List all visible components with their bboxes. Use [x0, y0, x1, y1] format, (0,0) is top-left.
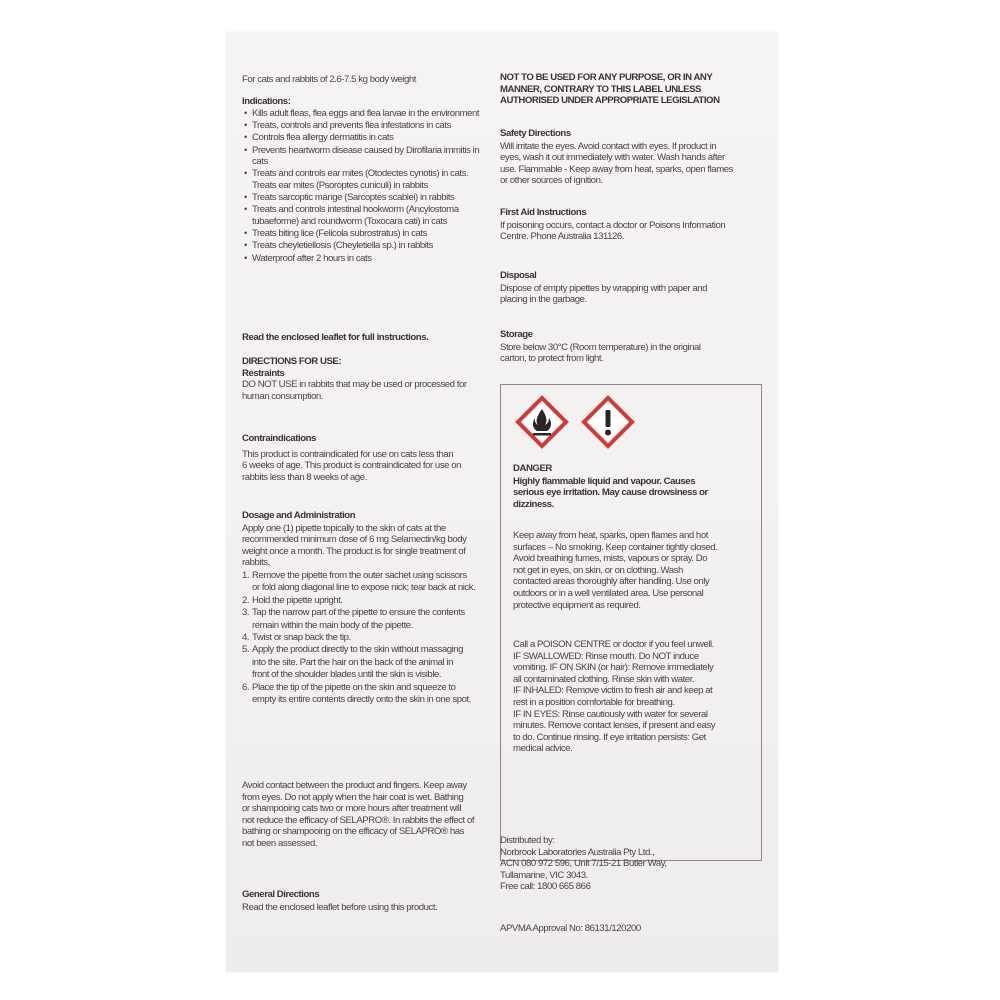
first-aid-statement: vomiting. IF ON SKIN (or hair): Remove immediately	[513, 662, 714, 674]
precaution-text: not been assessed.	[242, 838, 318, 849]
legal-warning: MANNER, CONTRARY TO THIS LABEL UNLESS	[500, 83, 701, 95]
first-aid-text: Centre. Phone Australia 131126.	[500, 231, 625, 243]
step-text: Hold the pipette upright.	[252, 594, 343, 606]
step-text: Place the tip of the pipette on the skin and squeeze to	[252, 681, 456, 693]
safety-text: Will irritate the eyes. Avoid contact with eyes. If product in	[500, 140, 717, 152]
disposal-text: placing in the garbage.	[500, 294, 587, 306]
distributor-info: Distributed by:	[500, 835, 555, 846]
precautionary-statement: protective equipment as required.	[513, 599, 641, 611]
indication-item: • Treats and controls intestinal hookworm (Ancylostoma	[252, 204, 459, 216]
precautionary-statement: Keep away from heat, sparks, open flames and hot	[513, 530, 708, 541]
first-aid-statement: IF INHALED: Remove victim to fresh air and keep at	[513, 685, 713, 697]
storage-heading: Storage	[500, 329, 533, 340]
safety-heading: Safety Directions	[500, 128, 571, 139]
first-aid-statement: IF IN EYES: Rinse cautiously with water for several	[513, 708, 708, 720]
restraints-heading: Restraints	[242, 367, 285, 379]
indication-item: • Controls flea allergy dermatitis in cats	[252, 132, 393, 144]
step-number: 5.	[242, 644, 250, 656]
danger-heading: DANGER	[513, 463, 552, 474]
dosage-text: rabbits.	[242, 557, 270, 569]
flammable-hazard-icon	[513, 393, 571, 451]
product-label-back	[226, 32, 778, 972]
step-text: or fold along diagonal line to expose nick; tear back at nick.	[252, 582, 476, 594]
step-text: Tap the narrow part of the pipette to ensure the contents	[252, 607, 465, 619]
safety-text: or other sources of ignition.	[500, 175, 603, 187]
contraindications-heading: Contraindications	[242, 433, 316, 444]
indication-item: • Prevents heartworm disease caused by Dirofilaria immitis in	[252, 145, 479, 157]
first-aid-statement: rest in a position comfortable for breathing.	[513, 697, 675, 708]
step-text: remain within the main body of the pipette.	[252, 619, 413, 631]
hazard-statement: dizziness.	[513, 498, 554, 510]
hazard-statement: Highly flammable liquid and vapour. Causes	[513, 475, 696, 487]
indication-item: tubaeforme) and roundworm (Toxocara cati) in cats	[252, 216, 447, 227]
indication-item: Treats ear mites (Psoroptes cuniculi) in rabbits	[252, 180, 428, 191]
indication-item: • Treats sarcoptic mange (Sarcoptes scabiei) in rabbits	[252, 192, 454, 204]
indication-item: • Treats, controls and prevents flea infestations in cats	[252, 120, 451, 132]
precautionary-statement: Avoid breathing fumes, mists, vapours or spray. Do	[513, 553, 708, 565]
step-number: 2.	[242, 594, 250, 606]
step-number: 1.	[242, 570, 250, 581]
precaution-text: Avoid contact between the product and fingers. Keep away	[242, 780, 467, 791]
dosage-heading: Dosage and Administration	[242, 510, 356, 521]
precautionary-statement: outdoors or in a well ventilated area. Use personal	[513, 588, 704, 599]
distributor-info: Tullamarine, VIC 3043.	[500, 869, 588, 881]
legal-warning: AUTHORISED UNDER APPROPRIATE LEGISLATION	[500, 95, 720, 107]
exclamation-hazard-icon	[579, 393, 637, 451]
step-text: Remove the pipette from the outer sachet using scissors	[252, 570, 467, 581]
storage-text: carton, to protect from light.	[500, 353, 604, 365]
indication-item: • Waterproof after 2 hours in cats	[252, 253, 372, 265]
indication-item: • Kills adult fleas, flea eggs and flea larvae in the environment	[252, 108, 479, 120]
directions-heading: DIRECTIONS FOR USE:	[242, 356, 342, 367]
disposal-heading: Disposal	[500, 270, 537, 281]
step-number: 6.	[242, 681, 250, 693]
safety-text: use. Flammable - Keep away from heat, sparks, open flames	[500, 163, 733, 175]
indications-heading: Indications:	[242, 96, 291, 107]
indication-item: • Treats and controls ear mites (Otodectes cynotis) in cats.	[252, 168, 468, 180]
legal-warning: NOT TO BE USED FOR ANY PURPOSE, OR IN ANY	[500, 72, 713, 83]
step-text: into the site. Part the hair on the back of the animal in	[252, 656, 454, 668]
distributor-info: Free call: 1800 665 866	[500, 881, 591, 893]
dosage-text: weight once a month. The product is for single treatment of	[242, 545, 466, 557]
precautionary-statement: contacted areas thoroughly after handling. Use only	[513, 576, 710, 588]
precaution-text: bathing or shampooing on the efficacy of SELAPRO® has	[242, 826, 464, 838]
indication-item: cats	[252, 156, 268, 168]
general-directions-heading: General Directions	[242, 889, 320, 900]
step-text: front of the shoulder blades until the skin is visible.	[252, 669, 442, 681]
precaution-text: or shampooing cats two or more hours after treatment will	[242, 803, 462, 815]
first-aid-heading: First Aid Instructions	[500, 207, 587, 218]
step-text: Apply the product directly to the skin without massaging	[252, 644, 464, 656]
first-aid-statement: medical advice.	[513, 743, 573, 755]
read-leaflet-note: Read the enclosed leaflet for full instructions.	[242, 332, 429, 343]
restraints-text: human consumption.	[242, 390, 323, 402]
first-aid-statement: Call a POISON CENTRE or doctor if you feel unwell.	[513, 639, 714, 650]
hazard-statement: serious eye irritation. May cause drowsiness or	[513, 487, 708, 499]
precautionary-statement: surfaces – No smoking. Keep container tightly closed.	[513, 541, 718, 553]
first-aid-statement: to do. Continue rinsing. If eye irritation persists: Get	[513, 731, 706, 743]
first-aid-statement: IF SWALLOWED: Rinse mouth. Do NOT induce	[513, 650, 699, 662]
step-number: 4.	[242, 632, 250, 643]
step-text: Twist or snap back the tip.	[252, 632, 351, 643]
step-number: 3.	[242, 607, 250, 619]
precaution-text: not reduce the efficacy of SELAPRO®. In rabbits the effect of	[242, 814, 475, 826]
general-directions-text: Read the enclosed leaflet before using this product.	[242, 901, 438, 913]
contraindications-text: 6 weeks of age. This product is contraindicated for use on	[242, 460, 462, 472]
dosage-text: Apply one (1) pipette topically to the skin of cats at the	[242, 522, 446, 534]
first-aid-statement: all contaminated clothing. Rinse skin with water.	[513, 673, 695, 685]
first-aid-text: If poisoning occurs, contact a doctor or Poisons Information	[500, 219, 726, 231]
contraindications-text: rabbits less than 8 weeks of age.	[242, 471, 367, 483]
contraindications-text: This product is contraindicated for use on cats less than	[242, 448, 454, 460]
safety-text: eyes, wash it out immediately with water. Wash hands after	[500, 152, 725, 164]
step-text: empty its entire contents directly onto the skin in one spot.	[252, 694, 471, 705]
hazard-box	[500, 384, 762, 861]
indication-item: • Treats biting lice (Felicola subrostratus) in cats	[252, 228, 427, 240]
distributor-info: Norbrook Laboratories Australia Pty Ltd.,	[500, 846, 655, 858]
distributor-info: ACN 080 972 596, Unit 7/15-21 Butler Way,	[500, 858, 667, 870]
disposal-text: Dispose of empty pipettes by wrapping with paper and	[500, 282, 707, 294]
precautionary-statement: not get in eyes, on skin, or on clothing. Wash	[513, 564, 683, 576]
precaution-text: from eyes. Do not apply when the hair coat is wet. Bathing	[242, 791, 464, 803]
first-aid-statement: minutes. Remove contact lenses, if present and easy	[513, 720, 716, 732]
restraints-text: DO NOT USE in rabbits that may be used or processed for	[242, 379, 467, 391]
dosage-text: recommended minimum dose of 6 mg Selamectin/kg body	[242, 534, 467, 546]
indication-item: • Treats cheyletiellosis (Cheyletiella sp.) in rabbits	[252, 240, 433, 252]
intro-text: For cats and rabbits of 2.6-7.5 kg body weight	[242, 74, 416, 85]
apvma-approval-number: APVMA Approval No: 86131/120200	[500, 923, 641, 934]
storage-text: Store below 30°C (Room temperature) in the original	[500, 341, 701, 353]
